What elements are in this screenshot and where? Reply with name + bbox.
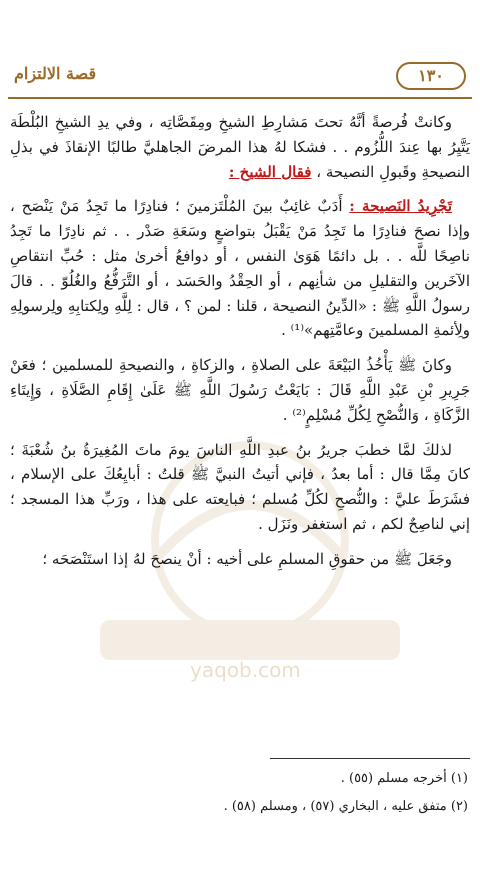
paragraph-text: وكانَ ﷺ يَأْخُذُ البَيْعَةَ على الصلاةِ ، والزكاةِ ، والنصيحةِ للمسلمين ؛ فعَنْ جَرِيرِ بْنِ عَبْدِ اللَّهِ قَالَ : بَايَعْتُ رَسُولَ اللَّهِ ﷺ عَلَىٰ إِقَامِ الصَّلَاةِ ، وَإِيتَاءِ الزَّكَاةِ ، وَالنُّصْحِ لِكُلِّ مُسْلِمٍ⁽²⁾ . [10, 356, 470, 424]
paragraph [10, 547, 470, 572]
paragraph-text: أَدَبٌ غائِبٌ بينَ المُلْتَزمينَ ؛ فنادِرًا ما تَجِدُ مَنْ يَنْصَح ، وإذا نصحَ فنادِرًا ما تَجِدُ مَنْ يَقْبَلُ بتواضعٍ وسَعَةِ صَدْر . . ثم نادِرًا ما تَجِدُ ناصِحًا للَّه . . بل دائمًا هَوَىٰ النفس ، أو دوافعُ أخرىٰ مثل : حُبِّ انتقاصِ الآخَرين والتقليلِ من شأنِهم ، أو الحِقْدُ والحَسَد ، أو التَّرَفُّعُ والغُلُوّ . . قالَ رسولُ اللَّهِ ﷺ : «الدِّينُ النصيحة ، قلنا : لمن ؟ ، قال : لِلَّهِ ولِكتابِهِ ولِرسولِهِ ولِأئمةِ المسلمينَ وعامَّتِهم»⁽¹⁾ . [10, 197, 470, 340]
running-header [8, 52, 472, 96]
footnote-rule [270, 758, 470, 759]
speaker-lead: فقال الشيخ : [228, 162, 312, 181]
footnote: (١) أخرجه مسلم (٥٥) . [340, 771, 468, 786]
paragraph [10, 194, 470, 343]
paragraph [10, 438, 470, 537]
section-heading: تَجْرِيدُ النَصيحة : [349, 197, 452, 216]
page-number: ١٣٠ [396, 62, 466, 90]
paragraph-text: لذلكَ لمَّا خطبَ جريرُ بنُ عبدِ اللَّهِ الناسَ يومَ ماتَ المُغِيرَةُ بنُ شُعْبَةَ ؛ كانَ مِمَّا قال : أما بعدُ ، فإني أتيتُ النبيَّ ﷺ قلتُ : أبايِعُكَ على الإسلام ، فشَرَطَ عليَّ : والنُّصحِ لكُلِّ مُسلم ؛ فبايعته على هذا ، ورَبِّ هذا المسجد ؛ إني لناصِحٌ لكم ، ثم استغفر ونَزَل . [10, 440, 470, 533]
footnotes [12, 765, 468, 821]
paragraph [10, 110, 470, 184]
footnote: (٢) متفق عليه ، البخاري (٥٧) ، ومسلم (٥٨) . [223, 799, 468, 814]
paragraph [10, 353, 470, 427]
header-rule [8, 97, 472, 99]
book-title: قصة الالتزام [14, 64, 97, 83]
watermark-site: yaqob.com [190, 658, 301, 682]
body-text [10, 110, 470, 582]
paragraph-text: وكانتْ فُرصةً أنَّهُ تحتَ مَشارِطِ الشيخِ ومِقَصَّاتِه ، وفي يدِ الشيخِ البُلْطَة يَتَّيِرُ بها عِندَ اللُّزُوم . . فشكا لهُ هذا المرضَ الجاهليَّ طالبًا الإنقاذَ في بذلِ النصيحةِ وقَبولِ النصيحة ، [10, 113, 470, 181]
paragraph-text: وجَعَلَ ﷺ من حقوقِ المسلمِ على أخيه : أنْ ينصحَ لهُ إذا استَنْصَحَه ؛ [42, 549, 452, 568]
